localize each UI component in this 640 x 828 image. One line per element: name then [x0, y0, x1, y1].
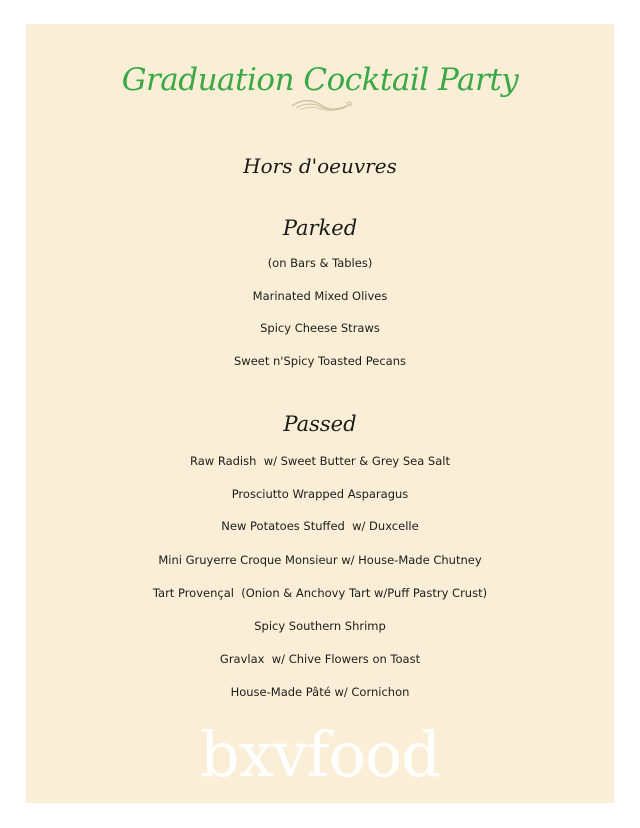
- hors-doeuvres-heading: Hors d'oeuvres: [243, 154, 397, 178]
- menu-page: [26, 24, 614, 803]
- parked-heading: Parked: [282, 216, 358, 240]
- passed-item: Mini Gruyerre Croque Monsieur w/ House-Made Chutney: [158, 553, 482, 567]
- passed-item: New Potatoes Stuffed w/ Duxcelle: [221, 519, 419, 533]
- brand-watermark: bxvfood: [200, 718, 440, 791]
- passed-item: Prosciutto Wrapped Asparagus: [231, 487, 409, 501]
- passed-item: Spicy Southern Shrimp: [254, 619, 386, 633]
- passed-heading: Passed: [283, 412, 357, 436]
- parked-item: Sweet n'Spicy Toasted Pecans: [234, 354, 406, 368]
- passed-item: Gravlax w/ Chive Flowers on Toast: [219, 652, 421, 666]
- parked-item: (on Bars & Tables): [267, 256, 373, 270]
- passed-item: House-Made Pâté w/ Cornichon: [230, 685, 410, 699]
- parked-item: Spicy Cheese Straws: [260, 321, 380, 335]
- parked-item: Marinated Mixed Olives: [252, 289, 388, 303]
- menu-title: Graduation Cocktail Party: [121, 62, 519, 98]
- flourish-ornament-icon: [288, 94, 354, 116]
- passed-item: Tart Provençal (Onion & Anchovy Tart w/Puff Pastry Crust): [152, 586, 488, 600]
- passed-item: Raw Radish w/ Sweet Butter & Grey Sea Salt: [189, 454, 450, 468]
